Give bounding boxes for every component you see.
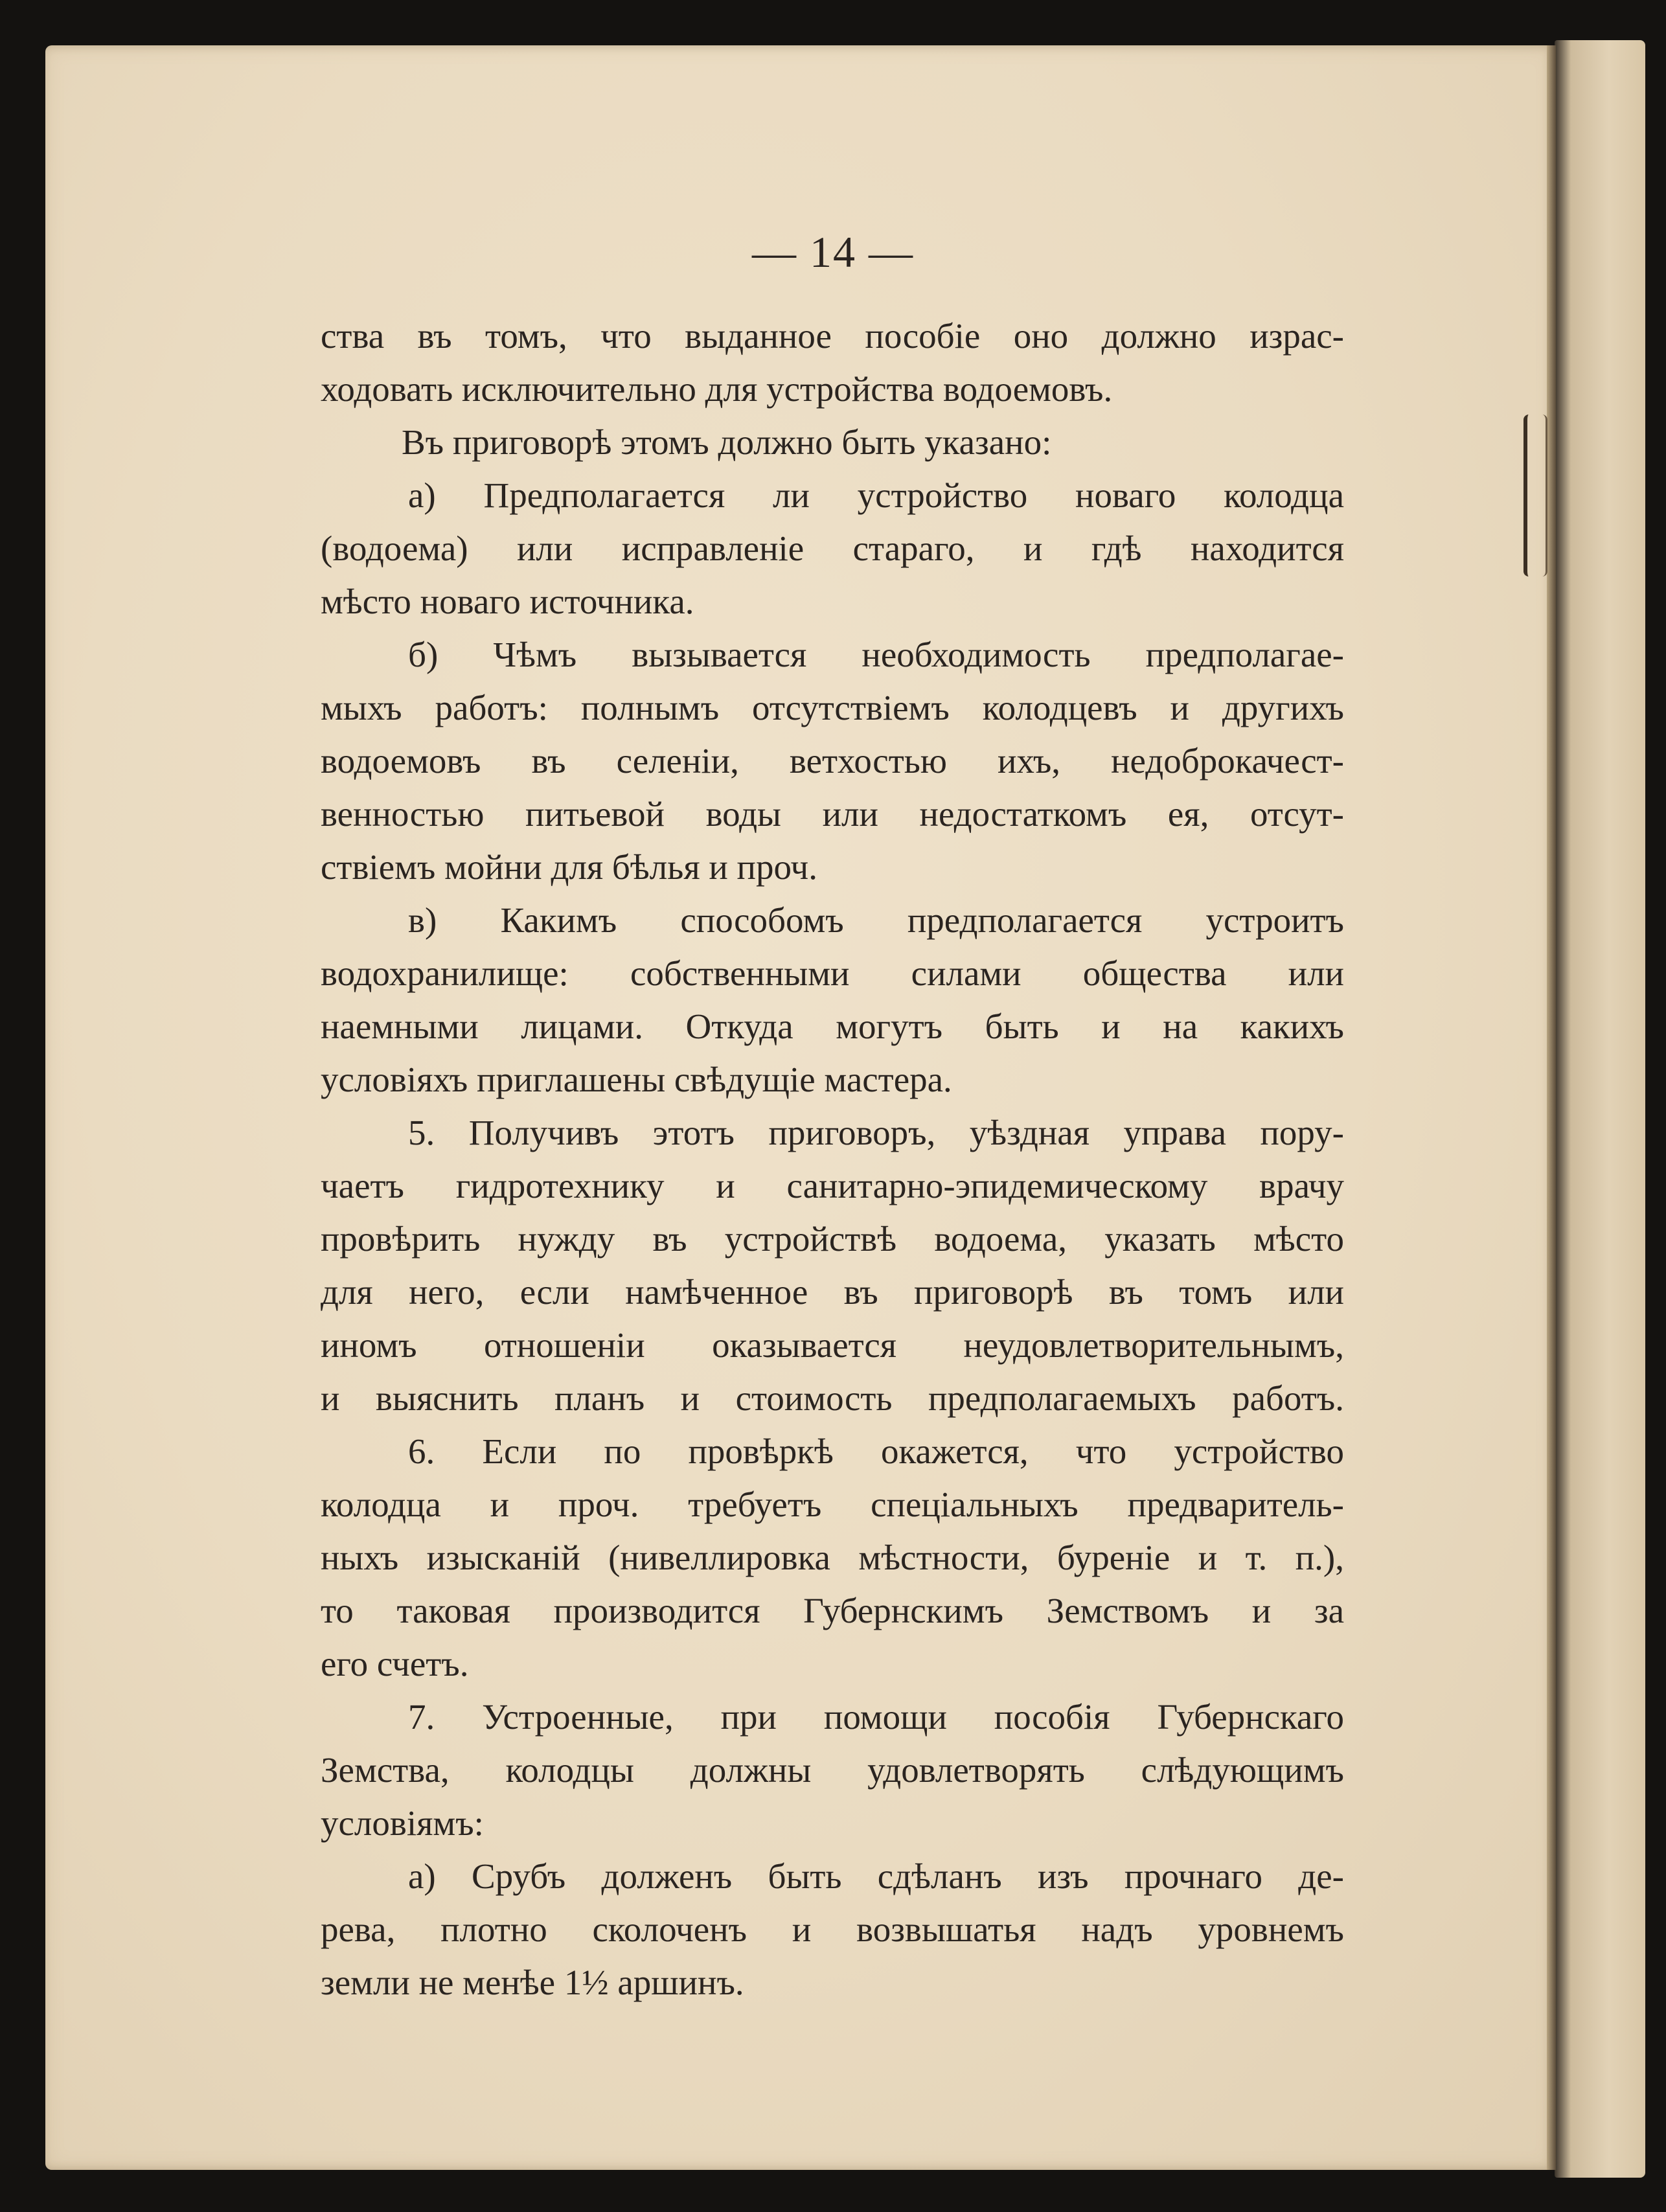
text-line: в) Какимъ способомъ предполагается устроитъ (408, 900, 1344, 940)
text-line: а) Предполагается ли устройство новаго колодца (408, 475, 1344, 515)
text-line: мѣсто новаго источника. (321, 582, 694, 621)
text-line: рева, плотно сколоченъ и возвышатья надъ уровнемъ (321, 1910, 1344, 1949)
text-line: б) Чѣмъ вызывается необходимость предполагае- (408, 635, 1344, 674)
text-line: наемными лицами. Откуда могутъ быть и на какихъ (321, 1007, 1344, 1046)
text-line: ствіемъ мойни для бѣлья и проч. (321, 847, 817, 887)
text-line: Земства, колодцы должны удовлетворять слѣдующимъ (321, 1750, 1344, 1790)
text-line: венностью питьевой воды или недостаткомъ ея, отсут- (321, 794, 1344, 834)
text-line: водохранилище: собственными силами общества или (321, 953, 1344, 993)
text-line: Въ приговорѣ этомъ должно быть указано: (402, 422, 1052, 462)
page-number: — 14 — (752, 227, 914, 277)
text-line: земли не менѣе 1½ аршинъ. (321, 1963, 744, 2002)
text-line: условіямъ: (321, 1803, 484, 1843)
text-line: ходовать исключительно для устройства водоемовъ. (321, 369, 1113, 409)
text-line: иномъ отношеніи оказывается неудовлетворительнымъ, (321, 1325, 1344, 1365)
text-line: мыхъ работъ: полнымъ отсутствіемъ колодцевъ и другихъ (321, 688, 1344, 727)
text-line: для него, если намѣченное въ приговорѣ въ томъ или (321, 1272, 1344, 1312)
text-line: 6. Если по провѣркѣ окажется, что устройство (408, 1431, 1344, 1471)
text-line: условіяхъ приглашены свѣдущіе мастера. (321, 1060, 952, 1099)
text-line: водоемовъ въ селеніи, ветхостью ихъ, недоброкачест- (321, 741, 1344, 781)
book-gutter (1547, 45, 1556, 2170)
page-text (321, 310, 1344, 2009)
text-line: его счетъ. (321, 1644, 469, 1683)
text-line: (водоема) или исправленіе стараго, и гдѣ находится (321, 529, 1344, 568)
text-line: колодца и проч. требуетъ спеціальныхъ предваритель- (321, 1485, 1344, 1524)
text-line: и выяснить планъ и стоимость предполагаемыхъ работъ. (321, 1378, 1344, 1418)
text-line: ныхъ изысканій (нивеллировка мѣстности, буреніе и т. п.), (321, 1538, 1344, 1577)
binding-thread (1523, 415, 1547, 576)
text-line: ства въ томъ, что выданное пособіе оно должно израс- (321, 316, 1344, 356)
text-line: провѣрить нужду въ устройствѣ водоема, указать мѣсто (321, 1219, 1344, 1259)
text-line: чаетъ гидротехнику и санитарно-эпидемическому врачу (321, 1166, 1344, 1205)
text-line: а) Срубъ долженъ быть сдѣланъ изъ прочнаго де- (408, 1856, 1344, 1896)
text-line: то таковая производится Губернскимъ Земствомъ и за (321, 1591, 1344, 1630)
adjacent-page-edge (1555, 40, 1645, 2178)
text-line: 7. Устроенные, при помощи пособія Губернскаго (408, 1697, 1344, 1737)
text-line: 5. Получивъ этотъ приговоръ, уѣздная управа пору- (408, 1113, 1344, 1152)
